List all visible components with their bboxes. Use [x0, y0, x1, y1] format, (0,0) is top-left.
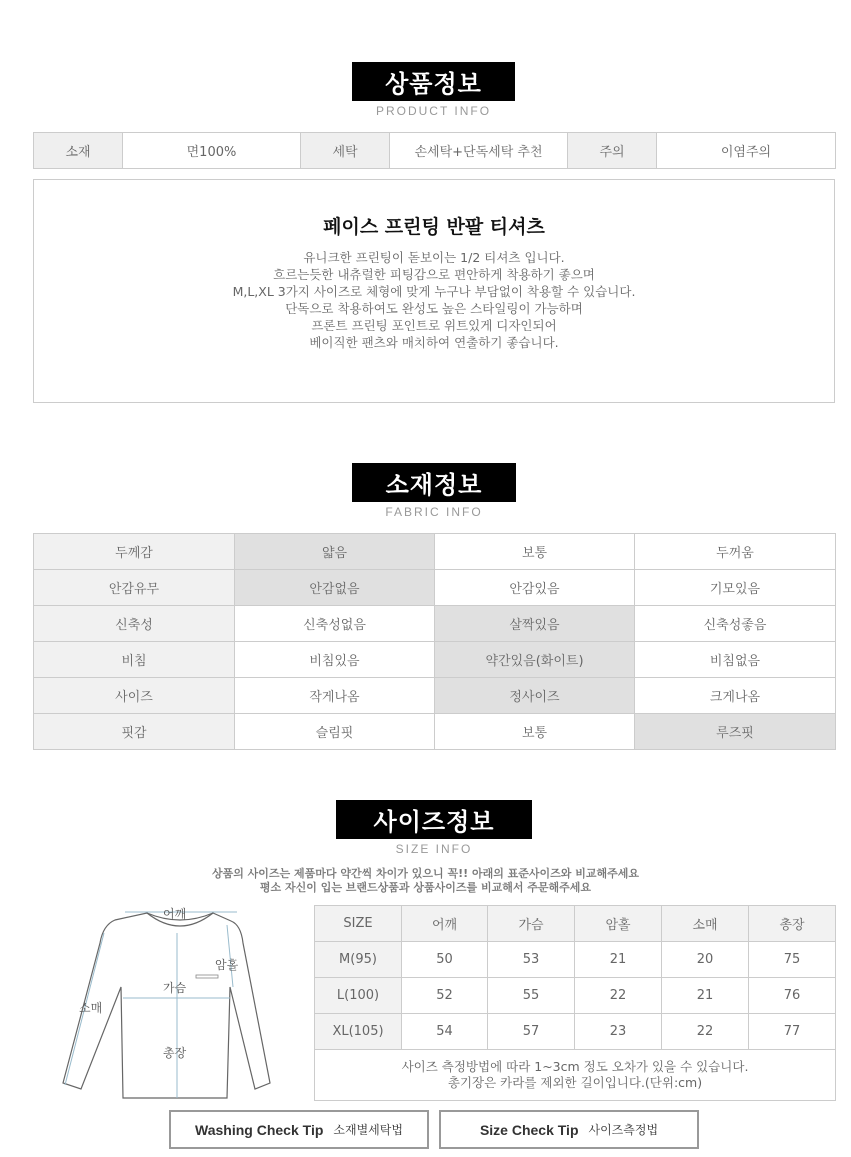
size-value: 54	[402, 1014, 488, 1050]
size-table-header	[315, 906, 836, 942]
product-description	[33, 179, 835, 403]
size-value: 22	[662, 1014, 749, 1050]
size-info-title: 사이즈정보	[336, 800, 532, 839]
size-header-cell: 총장	[749, 906, 836, 942]
fabric-option: 보통	[435, 534, 635, 570]
size-header-cell: SIZE	[315, 906, 402, 942]
size-header-cell: 어깨	[402, 906, 488, 942]
table-row	[34, 714, 836, 750]
fabric-option: 신축성좋음	[635, 606, 836, 642]
size-note-row	[315, 1050, 836, 1101]
description-line: 프론트 프린팅 포인트로 위트있게 디자인되어	[311, 318, 557, 333]
fabric-row-label: 핏감	[34, 714, 235, 750]
size-value: 21	[662, 978, 749, 1014]
size-value: 21	[575, 942, 662, 978]
fabric-row-label: 사이즈	[34, 678, 235, 714]
fabric-option-selected: 얇음	[235, 534, 435, 570]
fabric-option: 비침없음	[635, 642, 836, 678]
diagram-label-length: 총장	[163, 1046, 187, 1060]
size-note-line-1: 사이즈 측정방법에 따라 1~3cm 정도 오차가 있을 수 있습니다.	[401, 1059, 749, 1074]
description-line: 베이직한 팬츠와 매치하여 연출하기 좋습니다.	[309, 335, 559, 350]
size-value: 23	[575, 1014, 662, 1050]
fabric-option-selected: 루즈핏	[635, 714, 836, 750]
table-row	[315, 942, 836, 978]
size-value: 22	[575, 978, 662, 1014]
size-value: 20	[662, 942, 749, 978]
fabric-row-label: 안감유무	[34, 570, 235, 606]
material-value: 면100%	[123, 133, 301, 169]
size-tip-en: Size Check Tip	[479, 1121, 579, 1138]
diagram-label-chest: 가슴	[163, 981, 187, 995]
washing-tip-ko: 소재별세탁법	[333, 1123, 403, 1137]
size-header-cell: 소매	[662, 906, 749, 942]
table-row	[34, 570, 836, 606]
washing-value: 손세탁+단독세탁 추천	[390, 133, 568, 169]
table-row	[34, 534, 836, 570]
fabric-info-subtitle: FABRIC INFO	[385, 505, 483, 519]
diagram-label-armhole: 암홀	[215, 958, 239, 972]
size-tip-ko: 사이즈측정법	[588, 1123, 659, 1137]
fabric-option-selected: 약간있음(화이트)	[435, 642, 635, 678]
size-value: 76	[749, 978, 836, 1014]
size-value: 52	[402, 978, 488, 1014]
size-note-line-2: 총기장은 카라를 제외한 길이입니다.(단위:cm)	[447, 1075, 703, 1090]
size-note	[315, 1050, 836, 1101]
diagram-label-shoulder: 어깨	[163, 907, 187, 921]
fabric-option: 슬림핏	[235, 714, 435, 750]
fabric-option-selected: 정사이즈	[435, 678, 635, 714]
size-value: 55	[488, 978, 575, 1014]
size-label: M(95)	[315, 942, 402, 978]
fabric-row-label: 신축성	[34, 606, 235, 642]
size-header-cell: 가슴	[488, 906, 575, 942]
table-row	[34, 606, 836, 642]
product-name: 페이스 프린팅 반팔 티셔츠	[323, 216, 545, 238]
fabric-row-label: 비침	[34, 642, 235, 678]
washing-label: 세탁	[301, 133, 390, 169]
diagram-label-sleeve: 소매	[79, 1001, 103, 1015]
caution-label: 주의	[568, 133, 657, 169]
fabric-info-table	[33, 533, 836, 750]
size-info-subtitle: SIZE INFO	[395, 842, 473, 856]
fabric-option-selected: 살짝있음	[435, 606, 635, 642]
description-line: M,L,XL 3가지 사이즈로 체형에 맞게 누구나 부담없이 착용할 수 있습니다.	[232, 284, 636, 299]
fabric-row-label: 두께감	[34, 534, 235, 570]
size-value: 75	[749, 942, 836, 978]
product-info-subtitle: PRODUCT INFO	[375, 104, 492, 118]
product-info-title: 상품정보	[352, 62, 515, 101]
table-row	[315, 1014, 836, 1050]
table-row	[34, 678, 836, 714]
size-header-cell: 암홀	[575, 906, 662, 942]
fabric-option: 작게나옴	[235, 678, 435, 714]
size-label: L(100)	[315, 978, 402, 1014]
washing-tip-en: Washing Check Tip	[195, 1121, 324, 1138]
fabric-option: 안감있음	[435, 570, 635, 606]
fabric-option: 크게나옴	[635, 678, 836, 714]
description-line: 단독으로 착용하여도 완성도 높은 스타일링이 가능하며	[285, 301, 583, 316]
size-value: 53	[488, 942, 575, 978]
table-row	[34, 642, 836, 678]
product-info-table	[33, 132, 836, 169]
washing-check-tip-button[interactable]	[169, 1110, 429, 1149]
size-value: 57	[488, 1014, 575, 1050]
material-label: 소재	[34, 133, 123, 169]
size-check-tip-button[interactable]	[439, 1110, 699, 1149]
fabric-option: 보통	[435, 714, 635, 750]
size-notice-line-2: 평소 자신이 입는 브랜드상품과 상품사이즈를 비교해서 주문해주세요	[259, 881, 592, 894]
fabric-option: 신축성없음	[235, 606, 435, 642]
table-row	[315, 978, 836, 1014]
size-diagram	[55, 903, 310, 1103]
size-notice-line-1: 상품의 사이즈는 제품마다 약간씩 차이가 있으니 꼭!! 아래의 표준사이즈와 비교해주세요	[211, 867, 640, 880]
fabric-option: 기모있음	[635, 570, 836, 606]
size-table	[314, 905, 836, 1101]
size-value: 50	[402, 942, 488, 978]
fabric-info-title: 소재정보	[352, 463, 516, 502]
fabric-option: 두꺼움	[635, 534, 836, 570]
description-line: 흐르는듯한 내츄럴한 피팅감으로 편안하게 착용하기 좋으며	[273, 267, 595, 282]
caution-value: 이염주의	[657, 133, 836, 169]
fabric-option: 비침있음	[235, 642, 435, 678]
description-lines	[34, 249, 834, 351]
description-line: 유니크한 프린팅이 돋보이는 1/2 티셔츠 입니다.	[303, 250, 565, 265]
size-label: XL(105)	[315, 1014, 402, 1050]
fabric-option-selected: 안감없음	[235, 570, 435, 606]
size-value: 77	[749, 1014, 836, 1050]
